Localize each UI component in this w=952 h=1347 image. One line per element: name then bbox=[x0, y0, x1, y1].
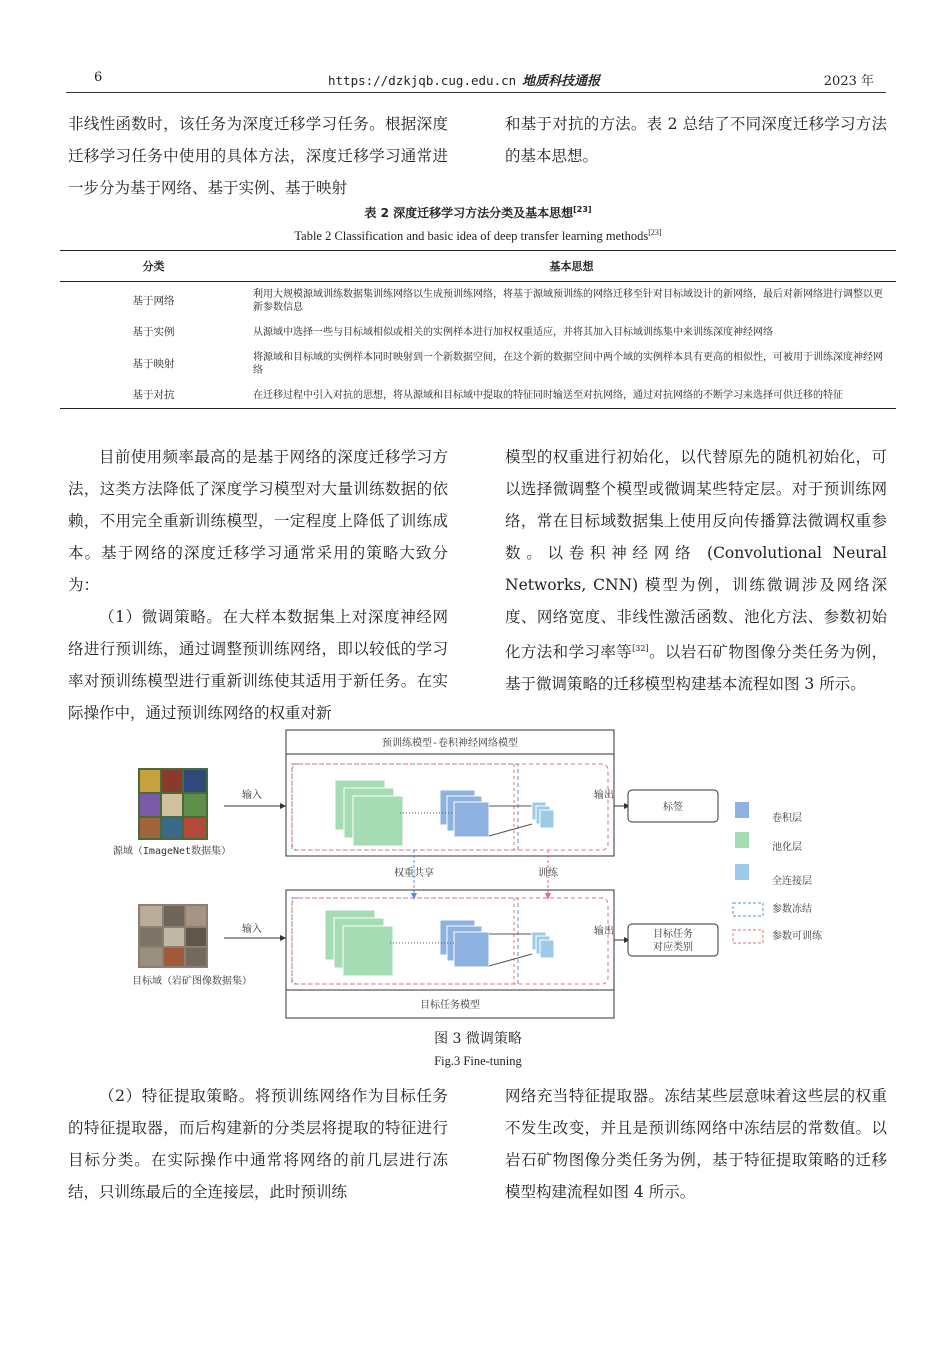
row-idea: 利用大规模源域训练数据集训练网络以生成预训练网络，将基于源域预训练的网络迁移至针对目标域设计的新网络，最后对新网络进行调整以更新参数信息 bbox=[253, 289, 883, 313]
table-caption-zh-ref: [23] bbox=[573, 205, 592, 214]
legend-trainable-swatch bbox=[733, 930, 763, 943]
target-image-tile bbox=[186, 948, 206, 966]
source-image-tile bbox=[162, 770, 182, 792]
legend-pool-label: 池化层 bbox=[772, 842, 802, 853]
target-image-tile bbox=[140, 906, 162, 926]
intro-left-column bbox=[68, 108, 448, 204]
source-domain-label: 源域（ImageNet数据集） bbox=[112, 846, 232, 857]
target-image-tile bbox=[186, 906, 206, 926]
source-image-tile bbox=[140, 770, 160, 792]
row-idea: 在迁移过程中引入对抗的思想，将从源域和目标域中提取的特征同时输送至对抗网络，通过对抗网络的不断学习来选择可供迁移的特征 bbox=[247, 383, 896, 409]
legend-frozen-swatch bbox=[733, 903, 763, 916]
source-image-tile bbox=[162, 794, 182, 816]
table-header-row bbox=[60, 251, 896, 282]
connector-line bbox=[489, 824, 532, 836]
header-idea: 基本思想 bbox=[247, 251, 896, 282]
legend-conv-label: 卷积层 bbox=[772, 813, 802, 824]
body2-left-column bbox=[68, 1080, 448, 1208]
conv-layer-block bbox=[454, 802, 489, 837]
header-category: 分类 bbox=[60, 251, 247, 282]
source-image-tile bbox=[162, 818, 182, 838]
table-row bbox=[60, 383, 896, 409]
train-label: 训练 bbox=[538, 868, 558, 879]
url-text: https://dzkjqb.cug.edu.cn bbox=[328, 73, 517, 88]
journal-title: 地质科技通报 bbox=[522, 74, 601, 89]
body2-right-column bbox=[505, 1080, 887, 1208]
target-image-tile bbox=[140, 948, 162, 966]
table-caption-en-text: Table 2 Classification and basic idea of deep transfer learning methods bbox=[294, 229, 649, 244]
journal-url bbox=[328, 70, 600, 89]
target-model-title: 目标任务模型 bbox=[420, 1000, 480, 1011]
page-number: 6 bbox=[94, 70, 103, 85]
intro-right-text: 和基于对抗的方法。表 2 总结了不同深度迁移学习方法的基本思想。 bbox=[505, 115, 887, 165]
table-2 bbox=[60, 250, 896, 409]
table-row bbox=[60, 345, 896, 383]
row-category: 基于映射 bbox=[132, 357, 175, 370]
body1-right-text-a: 模型的权重进行初始化，以代替原先的随机初始化，可以选择微调整个模型或微调某些特定层。对于预训练网络，常在目标域数据集上使用反向传播算法微调权重参数。以卷积神经网络 (Convolutional Neural Networks, CNN) 模型为例，训练微调涉及网络深度、网络宽度、非线性激活函数、池化方法、参数初始化方法和学习率等 bbox=[505, 448, 887, 662]
row-idea: 从源域中选择一些与目标域相似或相关的实例样本进行加权权重适应，并将其加入目标域训练集中来训练深度神经网络 bbox=[253, 327, 773, 338]
weight-share-label: 权重共享 bbox=[394, 868, 434, 879]
arrowhead bbox=[545, 893, 551, 900]
publication-year: 2023 年 bbox=[823, 74, 874, 89]
page-header bbox=[66, 70, 886, 93]
citation-ref: [32] bbox=[632, 644, 649, 653]
table-caption-zh-text: 表 2 深度迁移学习方法分类及基本思想 bbox=[364, 206, 574, 220]
table-caption-en-ref: [23] bbox=[648, 228, 662, 237]
row-category: 基于实例 bbox=[132, 326, 175, 338]
arrowhead bbox=[280, 803, 286, 809]
fc-layer-block bbox=[540, 940, 554, 958]
classification-table bbox=[60, 250, 896, 409]
conv-layer-block bbox=[454, 932, 489, 967]
target-image-tile bbox=[164, 948, 184, 966]
table-caption-zh bbox=[60, 204, 896, 221]
label-output-text: 标签 bbox=[663, 802, 683, 813]
legend-fc-label: 全连接层 bbox=[772, 876, 812, 887]
target-image-tile bbox=[164, 928, 184, 946]
pretrained-model-title: 预训练模型-卷积神经网络模型 bbox=[381, 738, 519, 749]
target-image-tile bbox=[140, 928, 162, 946]
legend-frozen-label: 参数冻结 bbox=[772, 904, 812, 915]
output-label-top: 输出 bbox=[594, 790, 614, 801]
target-domain-label: 目标域（岩矿图像数据集） bbox=[132, 976, 252, 987]
source-image-mosaic bbox=[138, 768, 208, 840]
figure-3-diagram bbox=[100, 728, 860, 1024]
body1-left-paragraph1: 目前使用频率最高的是基于网络的深度迁移学习方法，这类方法降低了深度学习模型对大量训练数据的依赖，不用完全重新训练模型，一定程度上降低了训练成本。基于网络的深度迁移学习通常采用的策略大致分为： bbox=[68, 448, 448, 594]
row-category: 基于网络 bbox=[132, 294, 175, 307]
pool-layer-block bbox=[343, 926, 393, 976]
target-image-tile bbox=[164, 906, 184, 926]
target-class-line1: 目标任务 bbox=[653, 929, 693, 940]
body1-right-text-b: 。以岩石矿物图像分类任务为例，基于微调策略的迁移模型构建基本流程如图 3 所示。 bbox=[505, 643, 887, 694]
legend-fc-swatch bbox=[735, 864, 749, 880]
target-class-line2: 对应类别 bbox=[653, 942, 693, 953]
legend-pool-swatch bbox=[735, 832, 749, 848]
body1-left-paragraph2: （1）微调策略。在大样本数据集上对深度神经网络进行预训练，通过调整预训练网络，即以较低的学习率对预训练模型进行重新训练使其适用于新任务。在实际操作中，通过预训练网络的权重对新 bbox=[68, 608, 448, 722]
source-image-tile bbox=[184, 770, 206, 792]
table-caption-en bbox=[60, 228, 896, 244]
output-label-bottom: 输出 bbox=[594, 926, 614, 937]
input-label-bottom: 输入 bbox=[242, 924, 262, 935]
source-image-tile bbox=[140, 794, 160, 816]
source-image-tile bbox=[184, 794, 206, 816]
body1-right-column bbox=[505, 441, 887, 700]
target-image-tile bbox=[186, 928, 206, 946]
row-category: 基于对抗 bbox=[60, 383, 247, 409]
legend-conv-swatch bbox=[735, 802, 749, 818]
arrowhead bbox=[411, 893, 417, 900]
row-idea: 将源域和目标域的实例样本同时映射到一个新数据空间，在这个新的数据空间中两个域的实例样本具有更高的相似性，可被用于训练深度神经网络 bbox=[253, 352, 883, 376]
target-image-mosaic bbox=[138, 904, 208, 968]
pool-layer-block bbox=[353, 796, 403, 846]
fc-layer-block bbox=[540, 810, 554, 828]
figure-legend bbox=[733, 802, 823, 943]
figure-caption-en: Fig.3 Fine-tuning bbox=[434, 1054, 522, 1068]
connector-line bbox=[489, 954, 532, 966]
source-image-tile bbox=[140, 818, 160, 838]
figure-caption-zh: 图 3 微调策略 bbox=[434, 1031, 522, 1047]
intro-right-column bbox=[505, 108, 887, 172]
intro-left-text: 非线性函数时，该任务为深度迁移学习任务。根据深度迁移学习任务中使用的具体方法，深度迁移学习通常进一步分为基于网络、基于实例、基于映射 bbox=[68, 115, 448, 197]
table-row bbox=[60, 282, 896, 321]
input-label-top: 输入 bbox=[242, 790, 262, 801]
table-row bbox=[60, 320, 896, 345]
arrowhead bbox=[280, 935, 286, 941]
legend-trainable-label: 参数可训练 bbox=[772, 931, 822, 942]
body2-right-paragraph: 网络充当特征提取器。冻结某些层意味着这些层的权重不发生改变，并且是预训练网络中冻结层的常数值。以岩石矿物图像分类任务为例，基于特征提取策略的迁移模型构建流程如图 4 所示。 bbox=[505, 1087, 887, 1201]
body1-right-paragraph bbox=[505, 441, 887, 700]
source-image-tile bbox=[184, 818, 206, 838]
body1-left-column bbox=[68, 441, 448, 729]
body2-left-paragraph: （2）特征提取策略。将预训练网络作为目标任务的特征提取器，而后构建新的分类层将提取的特征进行目标分类。在实际操作中通常将网络的前几层进行冻结，只训练最后的全连接层，此时预训练 bbox=[68, 1087, 448, 1201]
